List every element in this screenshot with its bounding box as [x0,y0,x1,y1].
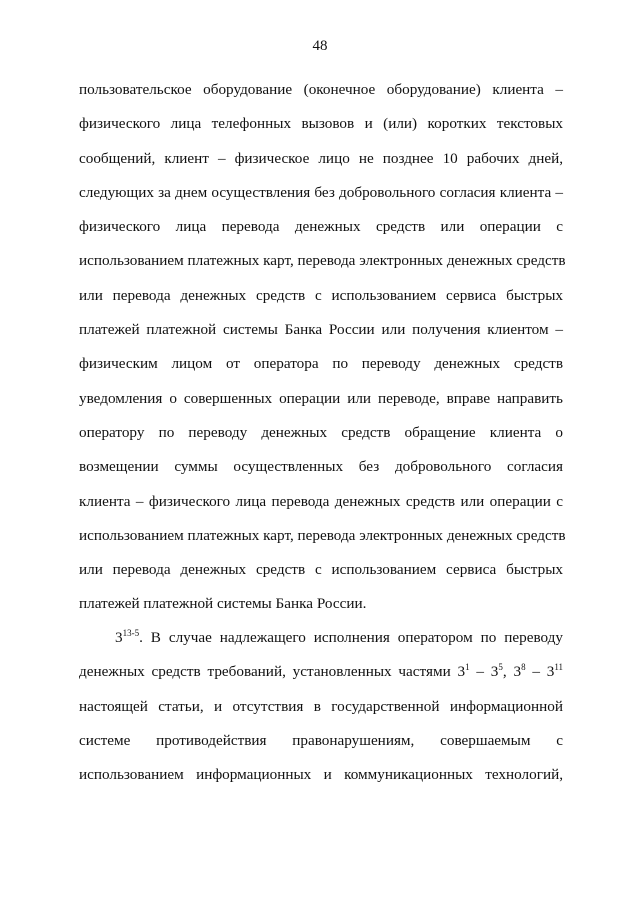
text-line: уведомления о совершенных операции или переводе, вправе направить [79,389,563,407]
text-line: клиента – физического лица перевода денежных средств или операции с [79,492,563,510]
text-line: платежей платежной системы Банка России. [79,595,367,613]
text-line [79,621,563,655]
text-line: физического лица телефонных вызовов и (или) коротких текстовых [79,115,563,133]
text-line: системе противодействия правонарушениям, совершаемым с [79,731,563,749]
text-line: или перевода денежных средств с использованием сервиса быстрых [79,286,563,304]
text-fragment: – 3 [469,663,499,681]
text-fragment: – 3 [525,663,555,681]
text-line: использованием информационных и коммуникационных технологий, [79,766,563,784]
text-fragment: денежных средств требований, установленных частями 3 [79,663,466,681]
text-line: оператору по переводу денежных средств обращение клиента о [79,423,563,441]
text-line: следующих за днем осуществления без добровольного согласия клиента – [79,183,563,201]
text-fragment: . В случае надлежащего исполнения оператором по переводу [139,629,563,646]
page-number: 48 [312,38,328,54]
text-line: платежей платежной системы Банка России или получения клиентом – [79,321,563,339]
paragraph-1 [79,73,566,622]
text-line: физическим лицом от оператора по переводу денежных средств [79,355,563,373]
item-superscript: 13-5 [122,628,140,638]
text-line: пользовательское оборудование (оконечное оборудование) клиента – [79,81,563,98]
text-line [79,655,563,689]
paragraph-2 [79,621,563,792]
item-number: 3 [115,629,123,646]
part-superscript: 11 [554,662,564,673]
part-superscript: 5 [498,662,503,673]
part-superscript: 8 [521,662,526,673]
text-line: возмещении суммы осуществленных без добровольного согласия [79,458,563,476]
text-line: использованием платежных карт, перевода электронных денежных средств [79,526,566,544]
text-line: использованием платежных карт, перевода электронных денежных средств [79,252,566,270]
text-line: физического лица перевода денежных средств или операции с [79,218,563,236]
text-line: или перевода денежных средств с использованием сервиса быстрых [79,561,563,579]
text-fragment: , 3 [502,663,522,681]
text-line: настоящей статьи, и отсутствия в государственной информационной [79,697,563,715]
part-superscript: 1 [465,662,470,673]
text-line: сообщений, клиент – физическое лицо не позднее 10 рабочих дней, [79,149,563,167]
